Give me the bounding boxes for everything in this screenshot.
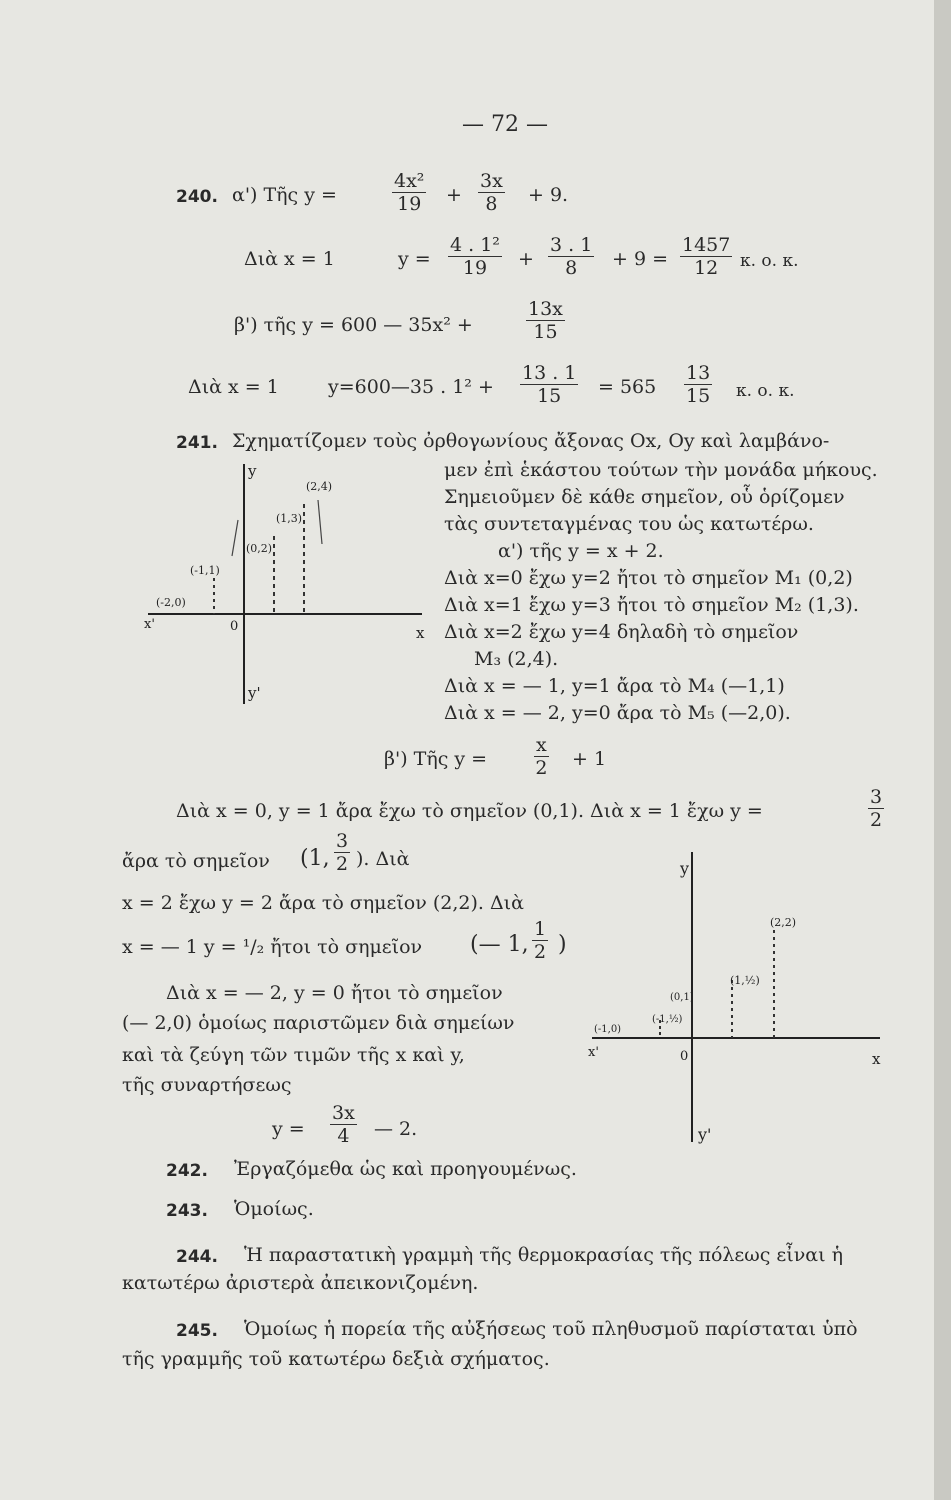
fraction: $\frac{13 . 1}{15}$ (522, 362, 577, 407)
p241-m7: καὶ τὰ ζεύγη τῶν τιμῶν τῆς x καὶ y, (122, 1044, 465, 1066)
exercise-number-245: 245. (176, 1321, 218, 1341)
fraction: $\frac{13x}{15}$ (528, 298, 563, 343)
pencil-mark (318, 500, 322, 544)
point-label-0-2: (0,2) (246, 542, 273, 555)
p241-m2-close: ). Διὰ (356, 848, 410, 870)
p241-line: Σημειοῦμεν δὲ κάθε σημεῖον, οὗ ὁρίζομεν (444, 486, 845, 508)
p241-m1: Διὰ x = 0, y = 1 ἄρα ἔχω τὸ σημεῖον (0,1). Διὰ x = 1 ἔχω y = (176, 800, 763, 822)
fraction: $\frac{3x}{8}$ (480, 170, 503, 215)
point-label-minus2-0: (-2,0) (156, 596, 186, 609)
point-label-0-1: (0,1) (670, 992, 694, 1003)
fraction: $\frac{3 . 1}{8}$ (550, 234, 593, 279)
p241-line: τὰς συντεταγμένας του ὡς κατωτέρω. (444, 513, 814, 535)
p241-line: Διὰ x=1 ἔχω y=3 ἤτοι τὸ σημεῖον M₂ (1,3). (444, 594, 859, 616)
p240-dia2: Διὰ x = 1 (188, 376, 279, 398)
p241-m3: x = 2 ἔχω y = 2 ἄρα τὸ σημεῖον (2,2). Διὰ (122, 892, 524, 914)
p245-line: τῆς γραμμῆς τοῦ κατωτέρω δεξιὰ σχήματος. (122, 1348, 550, 1370)
p243-text: Ὁμοίως. (234, 1198, 314, 1220)
point-label-minus1-half: (-1,½) (652, 1014, 683, 1025)
p241-m8: τῆς συναρτήσεως (122, 1074, 292, 1096)
p241-line: Διὰ x=2 ἔχω y=4 δηλαδὴ τὸ σημεῖον (444, 621, 799, 643)
x-axis-label: x (416, 624, 425, 642)
fraction: $\frac{1}{2}$ (534, 918, 547, 963)
p240-a-tail: + 9. (528, 184, 569, 206)
p240-dia1: Διὰ x = 1 (244, 248, 335, 270)
plus-sign: + (446, 184, 462, 206)
point-label-1-3: (1,3) (276, 512, 303, 525)
exercise-number-244: 244. (176, 1247, 218, 1267)
p240-d-eq: = 565 (598, 376, 657, 398)
fraction: $\frac{1457}{12}$ (682, 234, 731, 279)
y-axis-label: y (248, 462, 257, 480)
x-prime-label: x' (588, 1045, 599, 1060)
y-prime-label: y' (248, 684, 261, 702)
pencil-mark (232, 520, 238, 556)
p241-line: M₃ (2,4). (474, 648, 559, 670)
x-prime-label: x' (144, 617, 155, 632)
fraction: $\frac{\text{4x²}}{19}$ (394, 170, 425, 215)
origin-label: 0 (230, 619, 239, 634)
p240-d-expr: y=600—35 . 1² + (328, 376, 494, 398)
x-axis-label: x (872, 1050, 881, 1068)
p244-line: Ἡ παραστατικὴ γραμμὴ τῆς θερμοκρασίας τῆς πόλεως εἶναι ἡ (244, 1244, 843, 1266)
p241-m4-open: (— 1, (470, 932, 529, 957)
graph-y-equals-x-plus-2 (140, 460, 440, 720)
origin-label: 0 (680, 1049, 689, 1064)
p241-line: Σχηματίζομεν τοὺς ὀρθογωνίους ἄξονας Ox, Oy καὶ λαμβάνο- (232, 430, 830, 452)
graph-y-equals-x-over-2-plus-1 (584, 850, 894, 1150)
p241-m4-close: ) (558, 932, 567, 957)
p240-kok2: κ. ο. κ. (736, 381, 795, 401)
point-label-minus1-0: (-1,0) (594, 1024, 622, 1035)
page-edge (934, 0, 951, 1500)
p241-m2: ἄρα τὸ σημεῖον (122, 850, 270, 872)
page-number: — 72 — (462, 112, 548, 137)
fraction: $\frac{3x}{4}$ (332, 1102, 355, 1147)
p241-line: Διὰ x=0 ἔχω y=2 ἤτοι τὸ σημεῖον M₁ (0,2) (444, 567, 853, 589)
fraction: $\frac{13}{15}$ (686, 362, 711, 407)
fraction: $\frac{\text{4 . 1²}}{19}$ (450, 234, 500, 279)
point-label-minus1-1: (-1,1) (190, 564, 220, 577)
p244-line: κατωτέρω ἀριστερὰ ἀπεικονιζομένη. (122, 1272, 479, 1294)
exercise-number-241: 241. (176, 433, 218, 453)
point-label-2-4: (2,4) (306, 480, 333, 493)
p241-b-label: β') Τῆς y = (384, 748, 488, 770)
p240-a-label: α') Τῆς y = (232, 184, 337, 206)
y-axis-label: y (680, 859, 690, 878)
point-label-2-2: (2,2) (770, 916, 797, 929)
p241-m5: Διὰ x = — 2, y = 0 ἤτοι τὸ σημεῖον (166, 982, 503, 1004)
point-label-1-half: (1,½) (730, 974, 760, 987)
p240-kok: κ. ο. κ. (740, 251, 799, 271)
exercise-number-243: 243. (166, 1201, 208, 1221)
p241-formula-tail: — 2. (374, 1118, 418, 1140)
fraction: $\frac{3}{2}$ (870, 786, 883, 831)
p241-line: Διὰ x = — 1, y=1 ἄρα τὸ M₄ (—1,1) (444, 675, 785, 697)
exercise-number-240: 240. (176, 187, 218, 207)
p241-line: μεν ἐπὶ ἑκάστου τούτων τὴν μονάδα μήκους. (444, 459, 878, 481)
p241-formula-y: y = (272, 1118, 305, 1140)
p241-m4: x = — 1 y = ¹/₂ ἤτοι τὸ σημεῖον (122, 936, 423, 958)
exercise-number-242: 242. (166, 1161, 208, 1181)
fraction: $\frac{x}{2}$ (535, 734, 548, 779)
fraction: $\frac{3}{2}$ (336, 830, 349, 875)
p241-line: Διὰ x = — 2, y=0 ἄρα τὸ M₅ (—2,0). (444, 702, 791, 724)
p241-line: α') τῆς y = x + 2. (498, 540, 664, 562)
p241-m2-open: (1, (300, 846, 330, 871)
y-equals: y = (398, 248, 431, 270)
y-prime-label: y' (698, 1125, 712, 1144)
p241-b-tail: + 1 (572, 748, 607, 770)
p245-line: Ὁμοίως ἡ πορεία τῆς αὐξήσεως τοῦ πληθυσμοῦ παρίσταται ὑπὸ (244, 1318, 858, 1340)
p240-c-mid: + 9 = (612, 248, 669, 270)
p241-m6: (— 2,0) ὁμοίως παριστῶμεν διὰ σημείων (122, 1012, 515, 1034)
p242-text: Ἐργαζόμεθα ὡς καὶ προηγουμένως. (234, 1158, 577, 1180)
plus-sign: + (518, 248, 534, 270)
p240-b-label: β') τῆς y = 600 — 35x² + (234, 314, 473, 336)
